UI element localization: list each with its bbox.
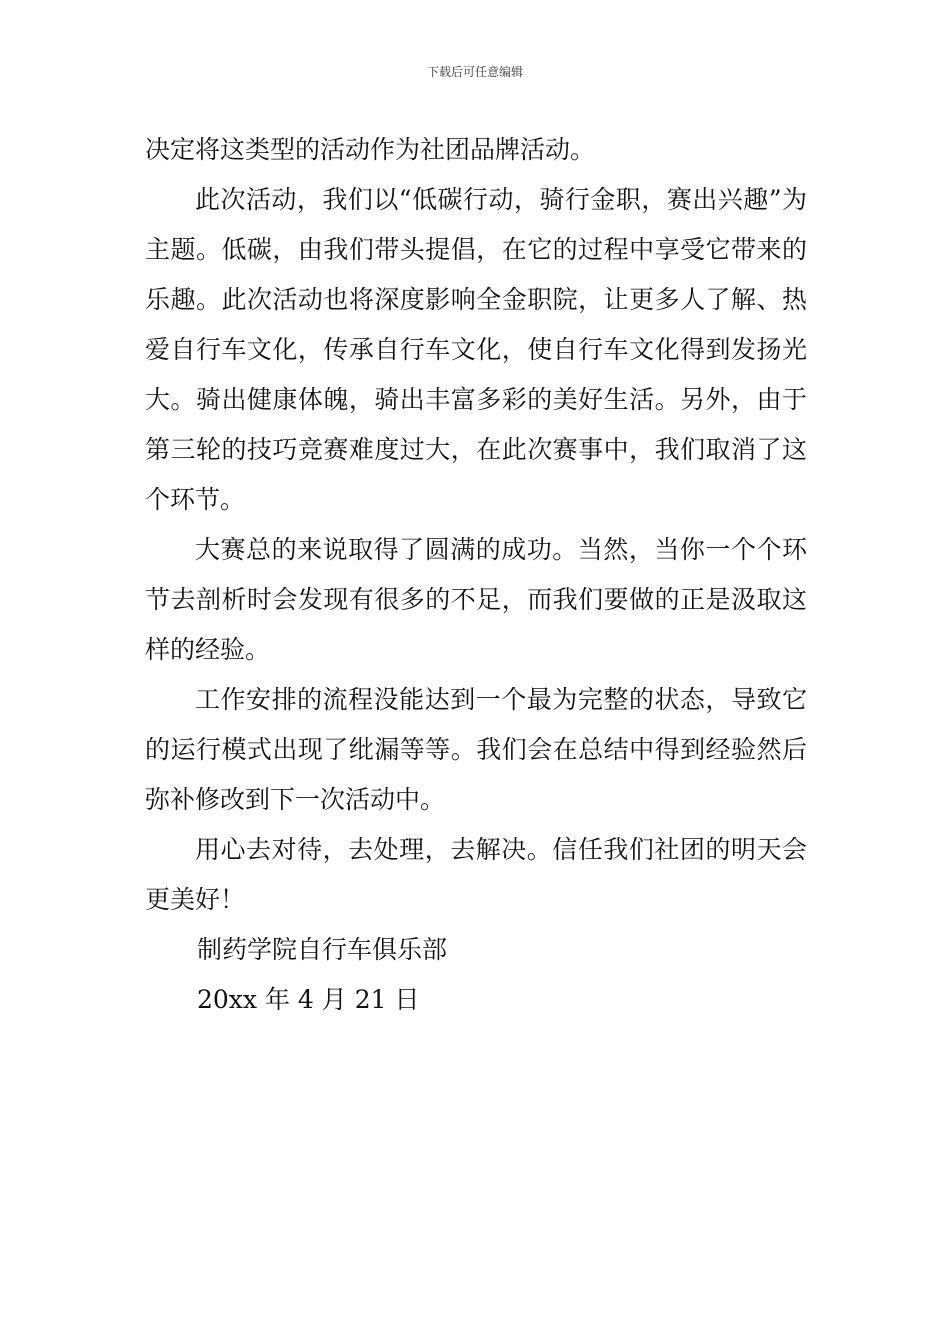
signature-date: 20xx 年 4 月 21 日 bbox=[197, 985, 420, 1014]
signature-organization: 制药学院自行车俱乐部 bbox=[197, 935, 448, 964]
document-body bbox=[145, 125, 807, 1025]
page-header: 下载后可任意编辑 bbox=[426, 65, 523, 79]
paragraph-continued: 决定将这类型的活动作为社团品牌活动。 bbox=[145, 135, 596, 164]
paragraph-workflow-issues: 工作安排的流程没能达到一个最为完整的状态，导致它的运行模式出现了纰漏等等。我们会在总结中得到经验然后弥补修改到下一次活动中。 bbox=[145, 685, 807, 814]
paragraph-closing: 用心去对待，去处理，去解决。信任我们社团的明天会更美好！ bbox=[145, 835, 807, 914]
paragraph-success-summary: 大赛总的来说取得了圆满的成功。当然，当你一个个环节去剖析时会发现有很多的不足，而我们要做的正是汲取这样的经验。 bbox=[145, 535, 807, 664]
paragraph-activity-theme: 此次活动，我们以“低碳行动，骑行金职，赛出兴趣”为主题。低碳，由我们带头提倡，在它的过程中享受它带来的乐趣。此次活动也将深度影响全金职院，让更多人了解、热爱自行车文化，传承自行车文化，使自行车文化得到发扬光大。骑出健康体魄，骑出丰富多彩的美好生活。另外，由于第三轮的技巧竞赛难度过大，在此次赛事中，我们取消了这个环节。 bbox=[145, 185, 807, 514]
